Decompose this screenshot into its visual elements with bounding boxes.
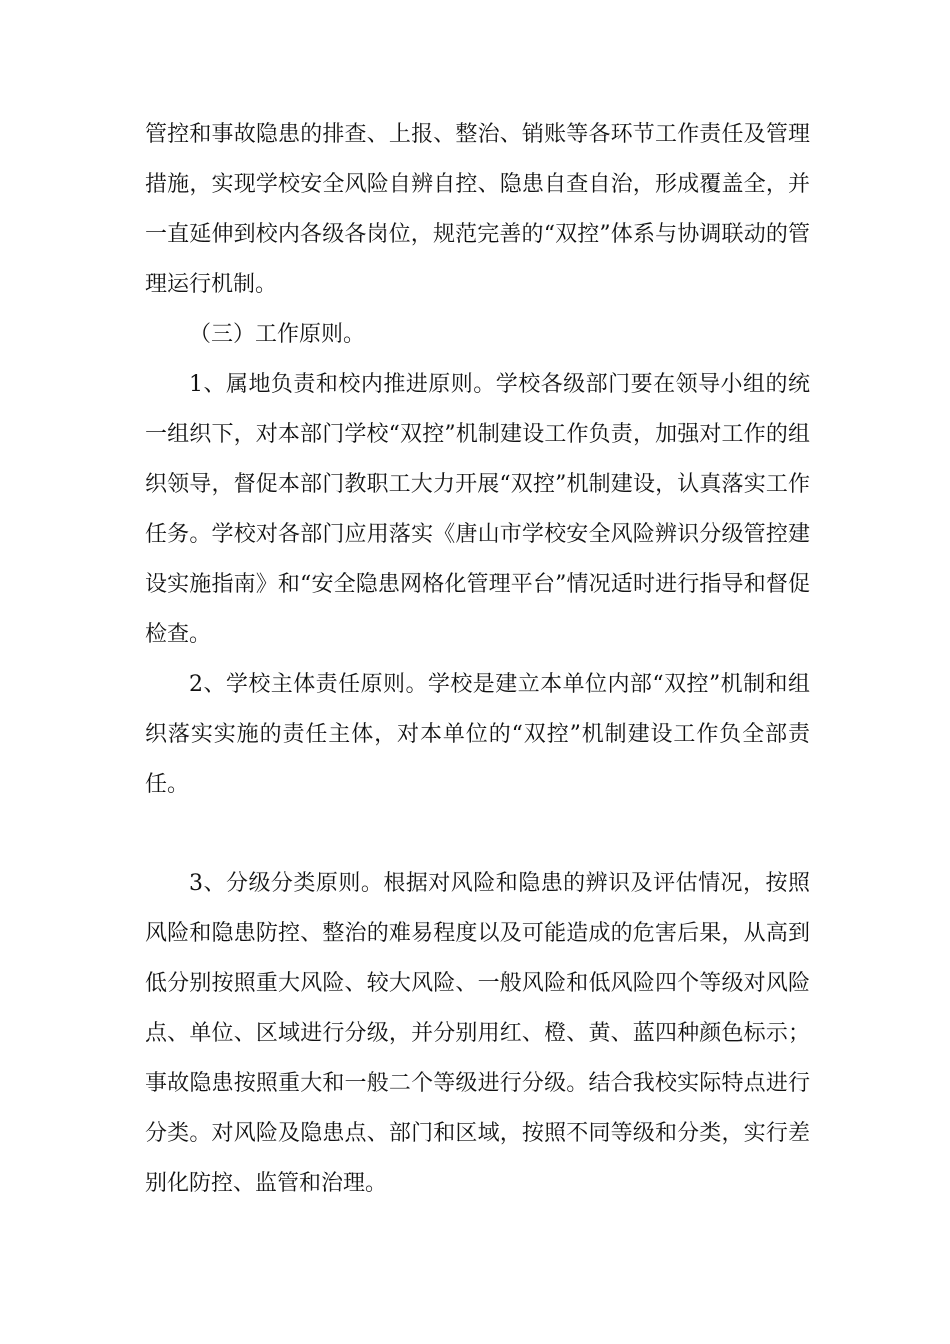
paragraph-principle-1: 1、属地负责和校内推进原则。学校各级部门要在领导小组的统一组织下，对本部门学校“双控”机制建设工作负责，加强对工作的组织领导，督促本部门教职工大力开展“双控”机制建设，认真落实工作任务。学校对各部门应用落实《唐山市学校安全风险辨识分级管控建设实施指南》和“安全隐患网格化管理平台”情况适时进行指导和督促检查。 [145,372,810,647]
document-page [145,110,810,1209]
paragraph-gap [145,810,810,859]
paragraph-principle-2: 2、学校主体责任原则。学校是建立本单位内部“双控”机制和组织落实实施的责任主体，对本单位的“双控”机制建设工作负全部责任。 [145,672,810,797]
section-heading-work-principles: （三）工作原则。 [189,322,366,347]
paragraph-principle-3: 3、分级分类原则。根据对风险和隐患的辨识及评估情况，按照风险和隐患防控、整治的难易程度以及可能造成的危害后果，从高到低分别按照重大风险、较大风险、一般风险和低风险四个等级对风险点、单位、区域进行分级，并分别用红、橙、黄、蓝四种颜色标示；事故隐患按照重大和一般二个等级进行分级。结合我校实际特点进行分类。对风险及隐患点、部门和区域，按照不同等级和分类，实行差别化防控、监管和治理。 [145,871,810,1196]
paragraph-continuation: 管控和事故隐患的排查、上报、整治、销账等各环节工作责任及管理措施，实现学校安全风险自辨自控、隐患自查自治，形成覆盖全，并一直延伸到校内各级各岗位，规范完善的“双控”体系与协调联动的管理运行机制。 [145,122,810,297]
